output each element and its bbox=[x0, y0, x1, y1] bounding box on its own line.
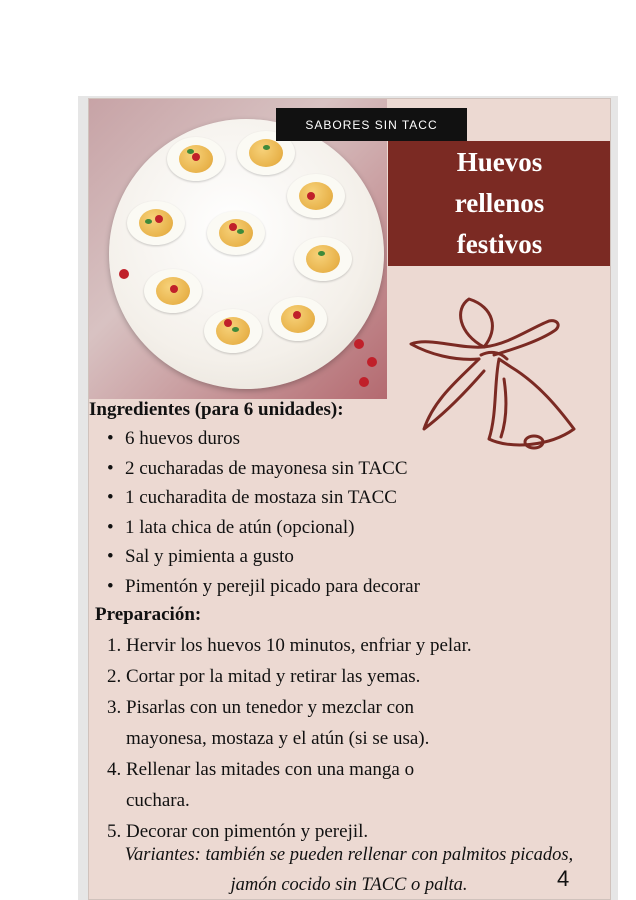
pomegranate-seed bbox=[354, 339, 364, 349]
pomegranate-seed bbox=[359, 377, 369, 387]
ingredient-item: • Pimentón y perejil picado para decorar bbox=[107, 572, 420, 602]
recipe-title bbox=[388, 141, 611, 266]
egg bbox=[294, 237, 352, 281]
step-text: Hervir los huevos 10 minutos, enfriar y pelar. bbox=[126, 635, 472, 656]
ingredient-item: • 6 huevos duros bbox=[107, 424, 420, 454]
title-line: festivos bbox=[456, 229, 543, 259]
deviled-eggs-photo bbox=[89, 99, 387, 399]
step-number: 1. bbox=[107, 635, 122, 656]
step-number: 3. bbox=[107, 697, 122, 718]
preparation-step bbox=[107, 754, 597, 816]
egg bbox=[127, 201, 185, 245]
step-text: Decorar con pimentón y perejil. bbox=[126, 821, 369, 842]
step-number: 2. bbox=[107, 666, 122, 687]
ingredient-item: • 1 lata chica de atún (opcional) bbox=[107, 513, 420, 543]
ingredient-item: • 1 cucharadita de mostaza sin TACC bbox=[107, 483, 420, 513]
egg bbox=[287, 174, 345, 218]
christmas-bell-icon bbox=[399, 289, 584, 474]
egg bbox=[167, 137, 225, 181]
pomegranate-seed bbox=[367, 357, 377, 367]
title-line: Huevos bbox=[456, 147, 543, 177]
step-text: Rellenar las mitades con una manga o cuchara. bbox=[126, 759, 415, 811]
step-text: Cortar por la mitad y retirar las yemas. bbox=[126, 666, 421, 687]
pomegranate-seed bbox=[119, 269, 129, 279]
step-text: Pisarlas con un tenedor y mezclar con mayonesa, mostaza y el atún (si se usa). bbox=[126, 697, 430, 749]
preparation-step bbox=[107, 630, 597, 661]
egg bbox=[144, 269, 202, 313]
preparation-step bbox=[107, 661, 597, 692]
preparation-steps bbox=[107, 630, 597, 847]
ingredient-item: • Sal y pimienta a gusto bbox=[107, 542, 420, 572]
plate bbox=[109, 119, 384, 389]
egg bbox=[207, 211, 265, 255]
step-number: 4. bbox=[107, 759, 122, 780]
egg bbox=[204, 309, 262, 353]
step-number: 5. bbox=[107, 821, 122, 842]
preparation-step bbox=[107, 692, 597, 754]
recipe-card bbox=[88, 98, 611, 900]
preparation-heading: Preparación: bbox=[95, 604, 202, 625]
ingredients-heading: Ingredientes (para 6 unidades): bbox=[89, 399, 344, 420]
variants-note: Variantes: también se pueden rellenar con palmitos picados, jamón cocido sin TACC o palta. bbox=[124, 845, 574, 895]
ingredients-list bbox=[107, 424, 420, 601]
egg bbox=[269, 297, 327, 341]
brand-tag: SABORES SIN TACC bbox=[276, 108, 467, 141]
page-number: 4 bbox=[557, 866, 570, 891]
title-line: rellenos bbox=[454, 188, 545, 218]
ingredient-item: • 2 cucharadas de mayonesa sin TACC bbox=[107, 454, 420, 484]
